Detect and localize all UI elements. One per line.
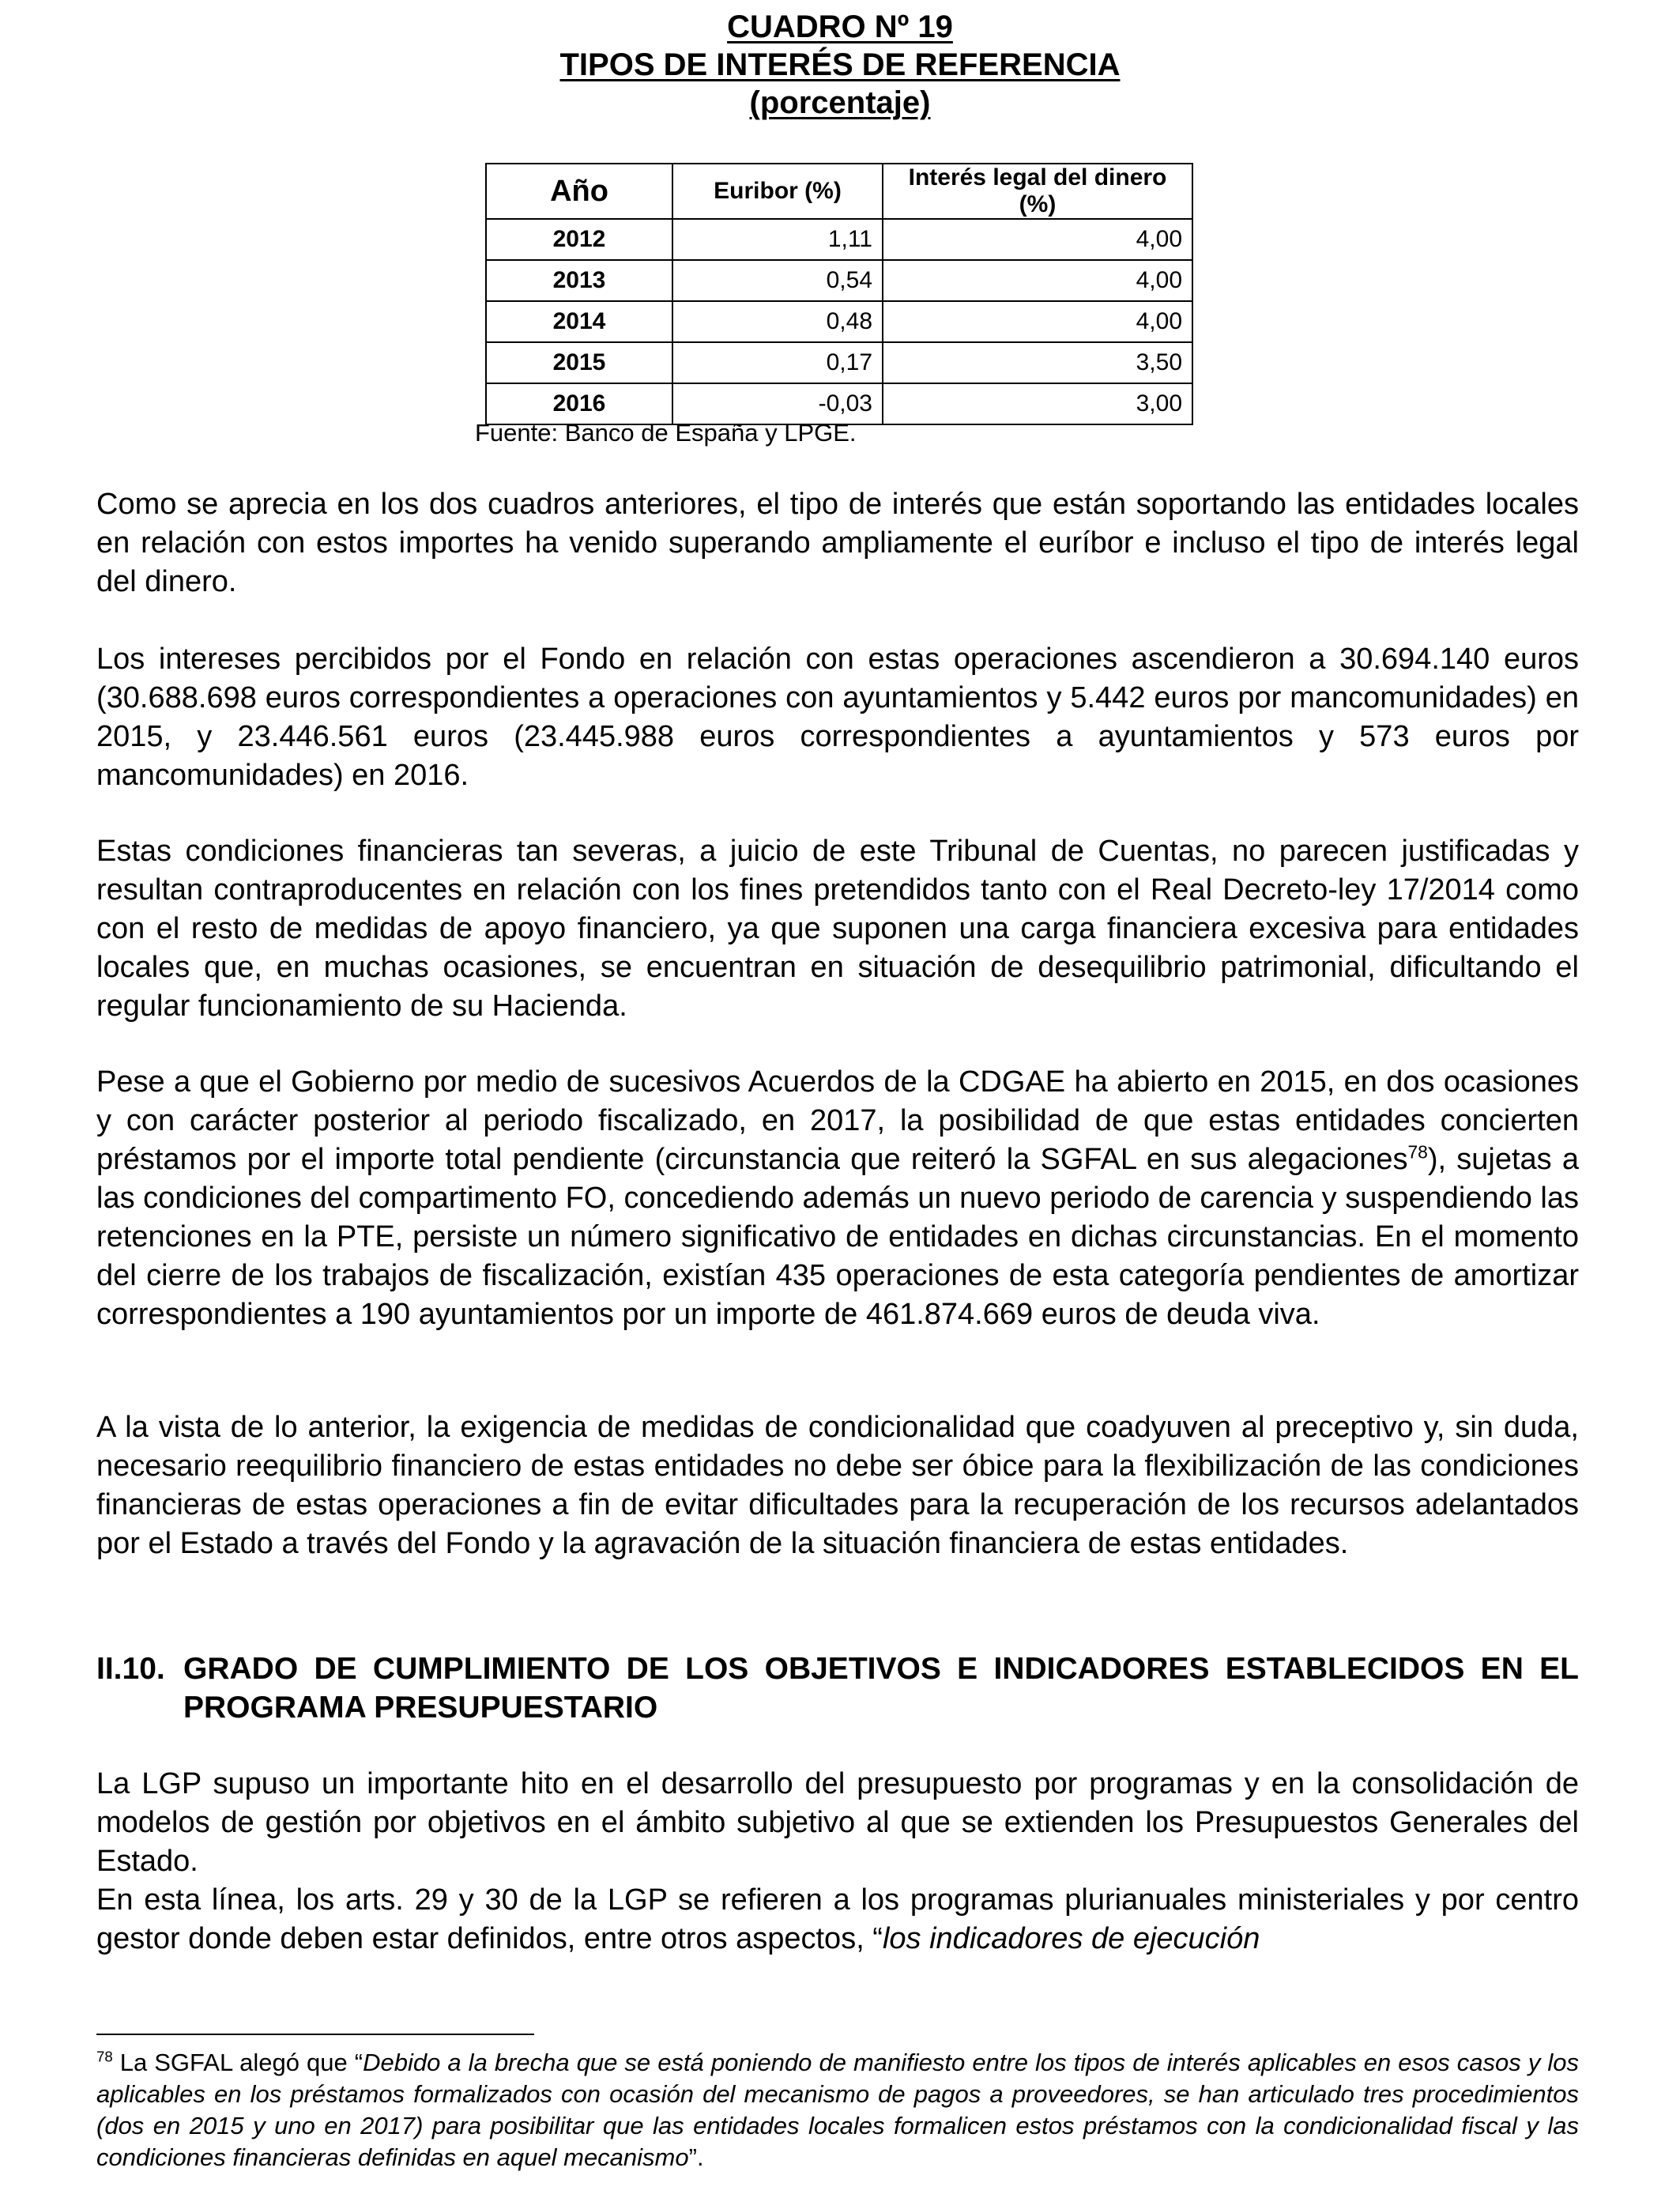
cell-year: 2016 (486, 383, 672, 424)
paragraph-2: Los intereses percibidos por el Fondo en relación con estas operaciones ascendieron a 30.694.140 euros (30.688.698 euros correspondientes a operaciones con ayuntamientos y 5.442 euros por mancomunidades) en 2015, y 23.446.561 euros (23.445.988 euros correspondientes a ayuntamientos y 573 euros por mancomunidades) en 2016. (96, 643, 1579, 792)
cell-legal-interest: 4,00 (883, 260, 1192, 301)
table-title: TIPOS DE INTERÉS DE REFERENCIA (559, 47, 1121, 82)
table-number-title: CUADRO Nº 19 (727, 9, 953, 44)
cell-euribor: 0,54 (672, 260, 883, 301)
cell-legal-interest: 4,00 (883, 219, 1192, 260)
cell-year: 2013 (486, 260, 672, 301)
table-row (486, 219, 1192, 260)
paragraph-7 (96, 1881, 1579, 1958)
reference-rates-table (485, 163, 1193, 425)
paragraph-4-end: ), sujetas a las condiciones del compartimento FO, concediendo además un nuevo periodo de carencia y suspendiendo las retenciones en la PTE, persiste un número significativo de entidades en dichas circunstancias. En el momento del cierre de los trabajos de fiscalización, existían 435 operaciones de esta categoría pendientes de amortizar correspondientes a 190 ayuntamientos por un importe de 461.874.669 euros de deuda viva. (96, 1143, 1579, 1331)
table-header-row (486, 164, 1192, 219)
footnote-tail: ”. (688, 2143, 704, 2171)
paragraph-3: Estas condiciones financieras tan severas, a juicio de este Tribunal de Cuentas, no parecen justificadas y resultan contraproducentes en relación con los fines pretendidos tanto con el Real Decreto-ley 17/2014 como con el resto de medidas de apoyo financiero, ya que suponen una carga financiera excesiva para entidades locales que, en muchas ocasiones, se encuentran en situación de desequilibrio patrimonial, dificultando el regular funcionamiento de su Hacienda. (96, 835, 1579, 1023)
footnote-quote: Debido a la brecha que se está poniendo de manifiesto entre los tipos de interés aplicables en esos casos y los aplicables en los préstamos formalizados con ocasión del mecanismo de pagos a proveedores, se han articulado tres procedimientos (dos en 2015 y uno en 2017) para posibilitar que las entidades locales formalicen estos préstamos con la condicionalidad fiscal y las condiciones financieras definidas en aquel mecanismo (96, 2049, 1579, 2171)
paragraph-7-quote: los indicadores de ejecución (882, 1922, 1260, 1955)
header-legal-interest: Interés legal del dinero (%) (883, 164, 1192, 219)
footnote-mark: 78 (96, 2048, 113, 2065)
paragraph-5: A la vista de lo anterior, la exigencia de medidas de condicionalidad que coadyuven al preceptivo y, sin duda, necesario reequilibrio financiero de estas entidades no debe ser óbice para la flexibilización de las condiciones financieras de estas operaciones a fin de evitar dificultades para la recuperación de los recursos adelantados por el Estado a través del Fondo y la agravación de la situación financiera de estas entidades. (96, 1411, 1579, 1560)
cell-year: 2014 (486, 301, 672, 342)
cell-year: 2015 (486, 342, 672, 383)
table-row (486, 301, 1192, 342)
header-euribor: Euribor (%) (672, 164, 883, 219)
table-row (486, 260, 1192, 301)
paragraph-1: Como se aprecia en los dos cuadros anteriores, el tipo de interés que están soportando las entidades locales en relación con estos importes ha venido superando ampliamente el euríbor e incluso el tipo de interés legal del dinero. (96, 488, 1579, 598)
footnote-separator (96, 2034, 534, 2035)
table-row (486, 342, 1192, 383)
table-subtitle: (porcentaje) (749, 85, 931, 120)
table-source: Fuente: Banco de España y LPGE. (475, 419, 857, 447)
cell-euribor: 0,17 (672, 342, 883, 383)
header-year: Año (486, 164, 672, 219)
section-number: II.10. (96, 1652, 165, 1686)
footnote-lead: La SGFAL alegó que “ (112, 2049, 363, 2076)
section-title: GRADO DE CUMPLIMIENTO DE LOS OBJETIVOS E INDICADORES ESTABLECIDOS EN EL PROGRAMA PRESUPUESTARIO (183, 1652, 1579, 1725)
paragraph-6: La LGP supuso un importante hito en el desarrollo del presupuesto por programas y en la consolidación de modelos de gestión por objetivos en el ámbito subjetivo al que se extienden los Presupuestos Generales del Estado. (96, 1767, 1579, 1878)
section-heading (96, 1649, 1579, 1727)
footnote (96, 2047, 1579, 2173)
cell-euribor: -0,03 (672, 383, 883, 424)
cell-euribor: 0,48 (672, 301, 883, 342)
footnote-reference: 78 (1407, 1141, 1428, 1163)
cell-euribor: 1,11 (672, 219, 883, 260)
paragraph-4 (96, 1063, 1579, 1334)
paragraph-7-start: En esta línea, los arts. 29 y 30 de la LGP se refieren a los programas plurianuales ministeriales y por centro gestor donde deben estar definidos, entre otros aspectos, “ (96, 1883, 1579, 1955)
cell-legal-interest: 3,00 (883, 383, 1192, 424)
cell-legal-interest: 3,50 (883, 342, 1192, 383)
paragraph-4-start: Pese a que el Gobierno por medio de sucesivos Acuerdos de la CDGAE ha abierto en 2015, en dos ocasiones y con carácter posterior al periodo fiscalizado, en 2017, la posibilidad de que estas entidades concierten préstamos por el importe total pendiente (circunstancia que reiteró la SGFAL en sus alegaciones (96, 1065, 1579, 1176)
cell-legal-interest: 4,00 (883, 301, 1192, 342)
cell-year: 2012 (486, 219, 672, 260)
